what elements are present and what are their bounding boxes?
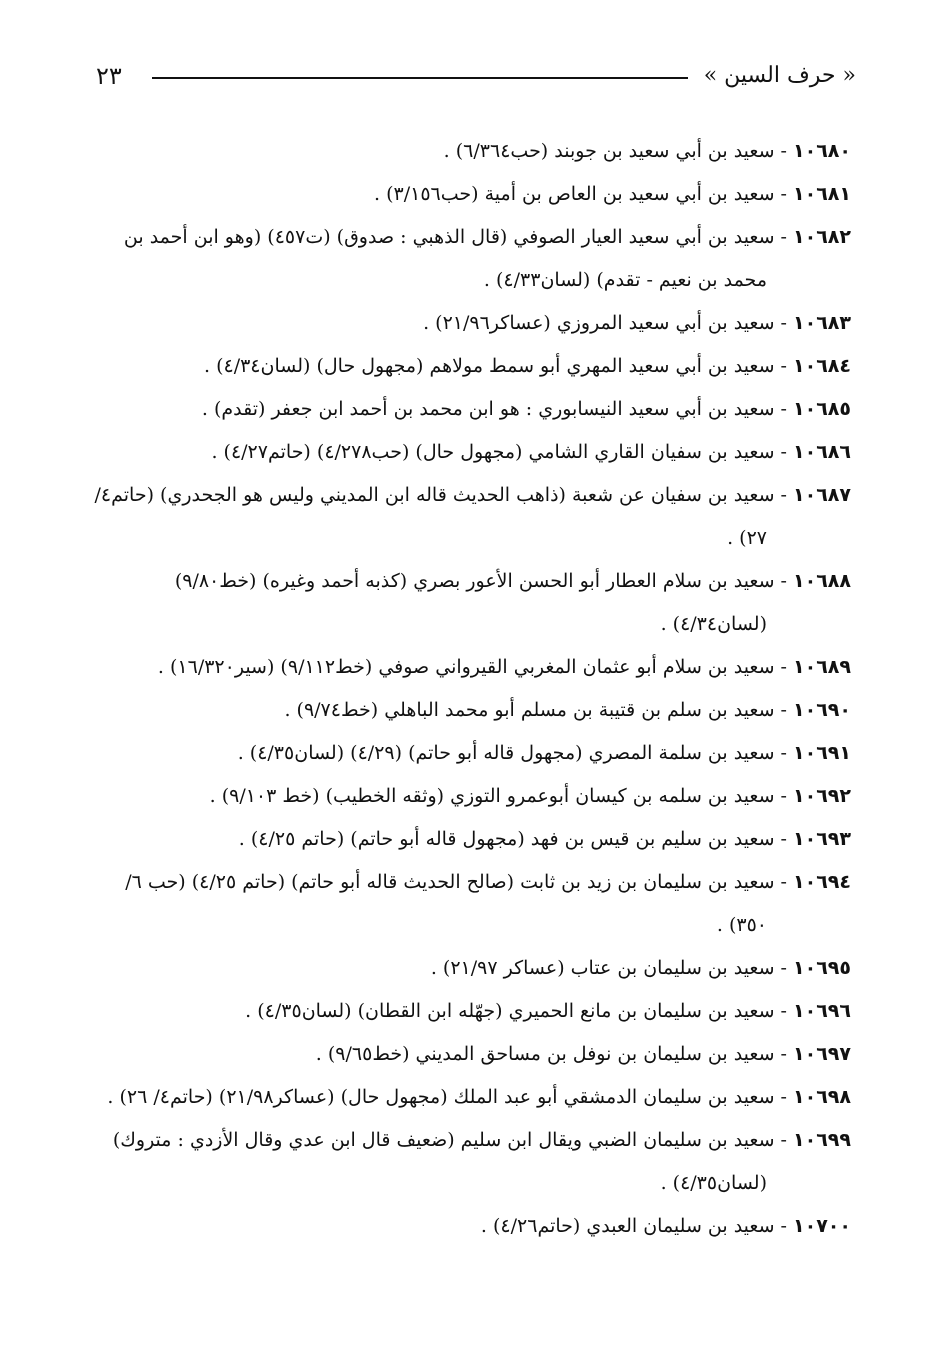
entry	[91, 173, 851, 216]
entry-text: - سعيد بن سليمان الدمشقي أبو عبد الملك (مجهول حال) (عساكر٢١/٩٨) (حاتم٤/ ٢٦) .	[107, 1086, 794, 1108]
entry	[91, 861, 851, 947]
entry	[91, 345, 851, 388]
entry-text: - سعيد بن سفيان عن شعبة (ذاهب الحديث قاله ابن المديني وليس هو الجحدري) (حاتم٤/ ٢٧) .	[94, 484, 794, 549]
entry	[91, 1033, 851, 1076]
entry-number: ١٠٦٩٦	[793, 1000, 851, 1022]
entry-text: - سعيد بن سلمة المصري (مجهول قاله أبو حاتم) (٤/٢٩) (لسان٤/٣٥) .	[237, 742, 794, 764]
entry	[91, 474, 851, 560]
entry-number: ١٠٦٩٠	[793, 699, 851, 721]
entry-text: - سعيد بن أبي سعيد المروزي (عساكر٢١/٩٦) .	[423, 312, 794, 334]
entry	[91, 1076, 851, 1119]
entry-text: - سعيد بن أبي سعيد بن جوبند (حب٦/٣٦٤) .	[443, 140, 794, 162]
entry	[91, 216, 851, 302]
entry	[91, 302, 851, 345]
entry-text: - سعيد بن سلم بن قتيبة بن مسلم أبو محمد الباهلي (خط٩/٧٤) .	[284, 699, 794, 721]
entry-text: - سعيد بن أبي سعيد بن العاص بن أمية (حب٣/١٥٦) .	[374, 183, 794, 205]
entry	[91, 1119, 851, 1205]
entry-number: ١٠٦٩٣	[793, 828, 851, 850]
entry-number: ١٠٧٠٠	[793, 1215, 851, 1237]
entry-number: ١٠٦٨٤	[793, 355, 851, 377]
entry-text: - سعيد بن سليمان العبدي (حاتم٤/٢٦) .	[480, 1215, 794, 1237]
page-header	[96, 60, 856, 94]
entry	[91, 388, 851, 431]
entry	[91, 818, 851, 861]
entry-list	[91, 130, 851, 1248]
entry-text: - سعيد بن سفيان القاري الشامي (مجهول حال) (حب٤/٢٧٨) (حاتم٤/٢٧) .	[211, 441, 794, 463]
entry-number: ١٠٦٨٣	[793, 312, 851, 334]
entry-text: - سعيد بن سليم بن قيس بن فهد (مجهول قاله أبو حاتم) (حاتم ٤/٢٥) .	[238, 828, 794, 850]
entry-number: ١٠٦٩٩	[793, 1129, 851, 1151]
entry-text: - سعيد بن سليمان بن زيد بن ثابت (صالح الحديث قاله أبو حاتم) (حاتم ٤/٢٥) (حب ٦/ ٣٥٠) .	[125, 871, 794, 936]
entry-number: ١٠٦٩١	[793, 742, 851, 764]
entry-text: - سعيد بن أبي سعيد العيار الصوفي (قال الذهبي : صدوق) (ت٤٥٧) (وهو ابن أحمد بن محمد بن نعيم - تقدم) (لسان٤/٣٣) .	[123, 226, 794, 291]
entry-text: - سعيد بن سلام العطار أبو الحسن الأعور بصري (كذبه أحمد وغيره) (خط٩/٨٠) (لسان٤/٣٤) .	[174, 570, 794, 635]
entry-text: - سعيد بن سليمان بن مانع الحميري (جهّله ابن القطان) (لسان٤/٣٥) .	[245, 1000, 794, 1022]
entry-number: ١٠٦٨٢	[793, 226, 851, 248]
entry-text: - سعيد بن سليمان بن نوفل بن مساحق المديني (خط٩/٦٥) .	[315, 1043, 794, 1065]
header-rule	[152, 77, 688, 79]
entry	[91, 431, 851, 474]
entry-number: ١٠٦٨٦	[793, 441, 851, 463]
entry-number: ١٠٦٨١	[793, 183, 851, 205]
entry	[91, 689, 851, 732]
entry	[91, 947, 851, 990]
entry-number: ١٠٦٩٧	[793, 1043, 851, 1065]
entry	[91, 130, 851, 173]
entry-number: ١٠٦٩٥	[793, 957, 851, 979]
entry-number: ١٠٦٩٢	[793, 785, 851, 807]
entry-text: - سعيد بن أبي سعيد المهري أبو سمط مولاهم (مجهول حال) (لسان٤/٣٤) .	[203, 355, 794, 377]
entry-number: ١٠٦٨٩	[793, 656, 851, 678]
entry-text: - سعيد بن سلمه بن كيسان أبوعمرو التوزي (وثقه الخطيب) (خط ٩/١٠٣) .	[209, 785, 794, 807]
chapter-title: « حرف السين »	[703, 63, 856, 88]
entry	[91, 990, 851, 1033]
entry	[91, 1205, 851, 1248]
entry-text: - سعيد بن سليمان بن عتاب (عساكر ٢١/٩٧) .	[430, 957, 794, 979]
entry-number: ١٠٦٨٧	[793, 484, 851, 506]
entry-number: ١٠٦٨٨	[793, 570, 851, 592]
entry	[91, 646, 851, 689]
entry	[91, 560, 851, 646]
entry-number: ١٠٦٨٠	[793, 140, 851, 162]
page-number: ٢٣	[96, 62, 122, 90]
entry-number: ١٠٦٨٥	[793, 398, 851, 420]
entry-text: - سعيد بن سلام أبو عثمان المغربي القيرواني صوفي (خط٩/١١٢) (سير١٦/٣٢٠) .	[157, 656, 794, 678]
entry-number: ١٠٦٩٨	[793, 1086, 851, 1108]
entry-text: - سعيد بن أبي سعيد النيسابوري : هو ابن محمد بن أحمد ابن جعفر (تقدم) .	[201, 398, 794, 420]
entry	[91, 775, 851, 818]
entry-text: - سعيد بن سليمان الضبي ويقال ابن سليم (ضعيف قال ابن عدي وقال الأزدي : متروك) (لسان٤/٣٥) .	[112, 1129, 794, 1194]
entry-number: ١٠٦٩٤	[793, 871, 851, 893]
entry	[91, 732, 851, 775]
